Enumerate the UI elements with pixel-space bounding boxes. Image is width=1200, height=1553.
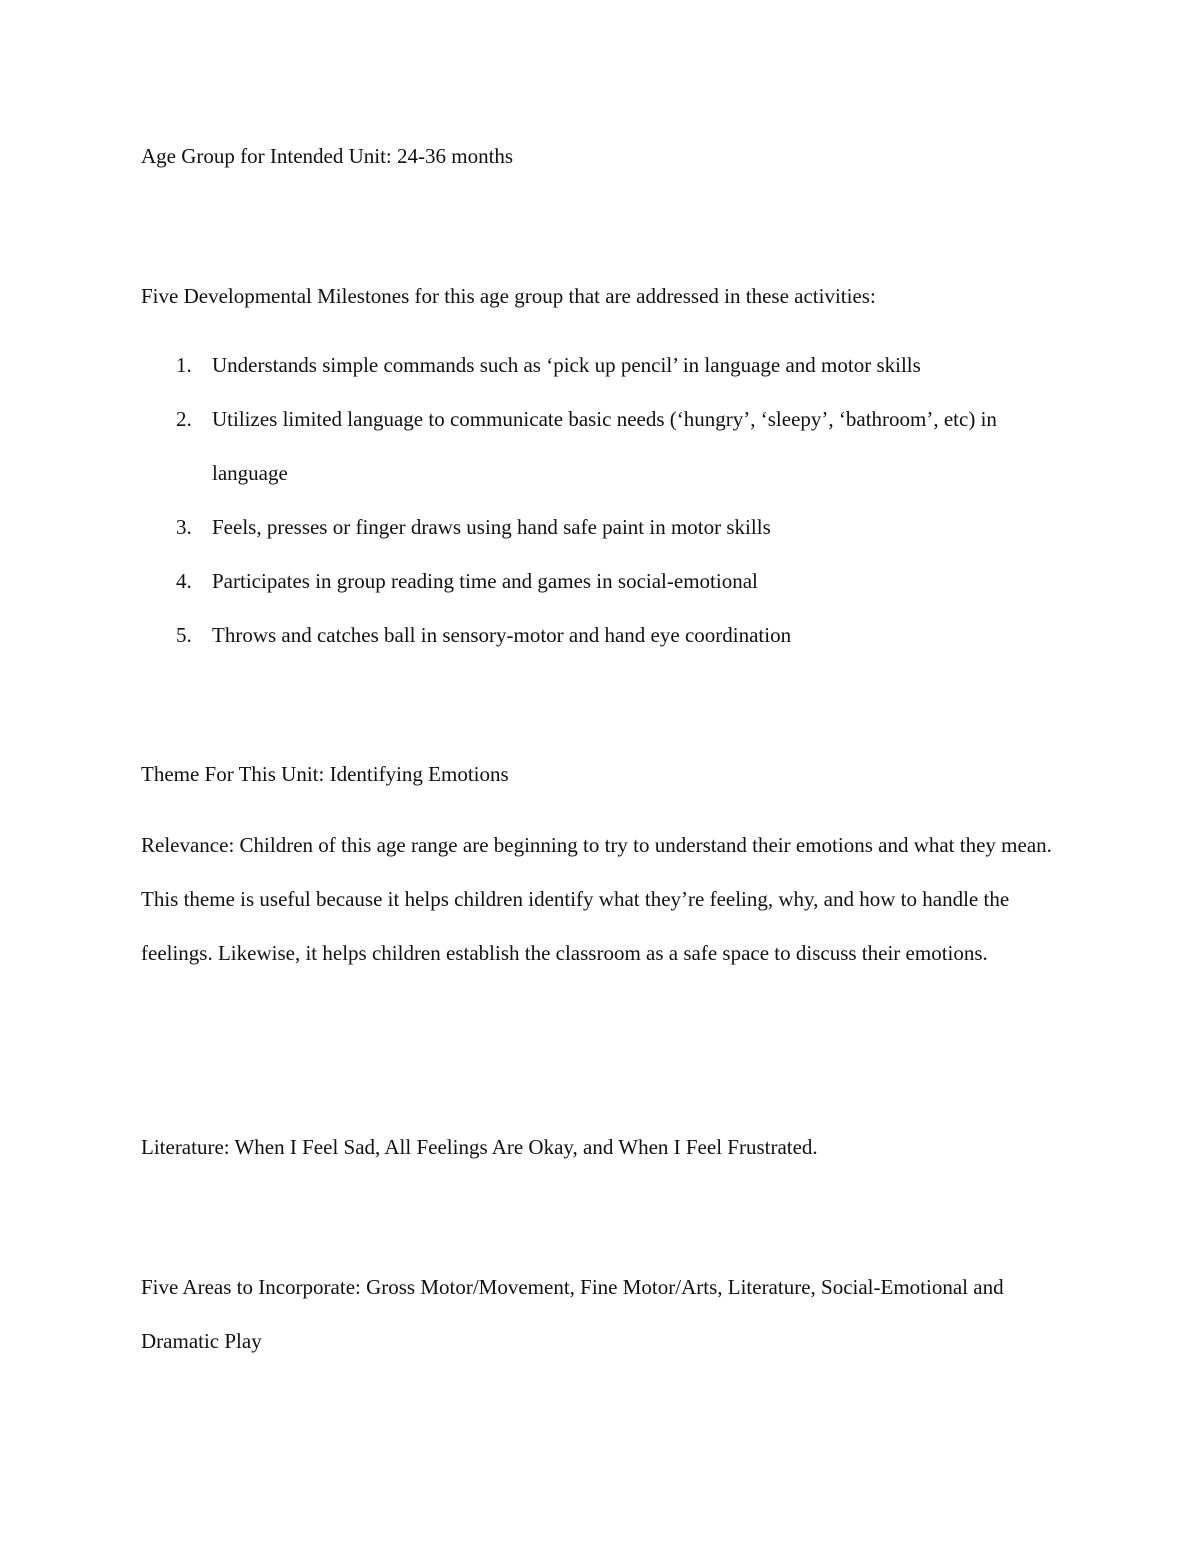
list-item-text: Feels, presses or finger draws using hand safe paint in motor skills (212, 515, 771, 539)
areas-paragraph: Five Areas to Incorporate: Gross Motor/Movement, Fine Motor/Arts, Literature, Social-Emotional and Dramatic Play (141, 1275, 1004, 1353)
list-number: 5. (176, 623, 192, 647)
literature-line: Literature: When I Feel Sad, All Feelings Are Okay, and When I Feel Frustrated. (141, 1135, 818, 1159)
list-item-text: Participates in group reading time and games in social-emotional (212, 569, 758, 593)
list-item (141, 338, 1071, 392)
list-number: 2. (176, 407, 192, 431)
list-number: 4. (176, 569, 192, 593)
list-item-text: Throws and catches ball in sensory-motor and hand eye coordination (212, 623, 792, 647)
list-item (141, 554, 1071, 608)
age-group-line: Age Group for Intended Unit: 24-36 months (141, 144, 514, 168)
relevance-paragraph: Relevance: Children of this age range are beginning to try to understand their emotions and what they mean. This theme is useful because it helps children identify what they’re feeling, why, and how to handle the feelings. Likewise, it helps children establish the classroom as a safe space to discuss their emotions. (141, 833, 1052, 965)
list-item (141, 392, 1071, 500)
list-item-text: Understands simple commands such as ‘pick up pencil’ in language and motor skills (212, 353, 921, 377)
list-item (141, 500, 1071, 554)
milestones-heading: Five Developmental Milestones for this age group that are addressed in these activities: (141, 284, 876, 308)
list-number: 1. (176, 353, 192, 377)
list-item (141, 608, 1071, 662)
theme-line: Theme For This Unit: Identifying Emotions (141, 762, 509, 786)
milestones-list (141, 338, 1071, 662)
list-item-text: Utilizes limited language to communicate basic needs (‘hungry’, ‘sleepy’, ‘bathroom’, etc) in language (212, 407, 997, 485)
list-number: 3. (176, 515, 192, 539)
